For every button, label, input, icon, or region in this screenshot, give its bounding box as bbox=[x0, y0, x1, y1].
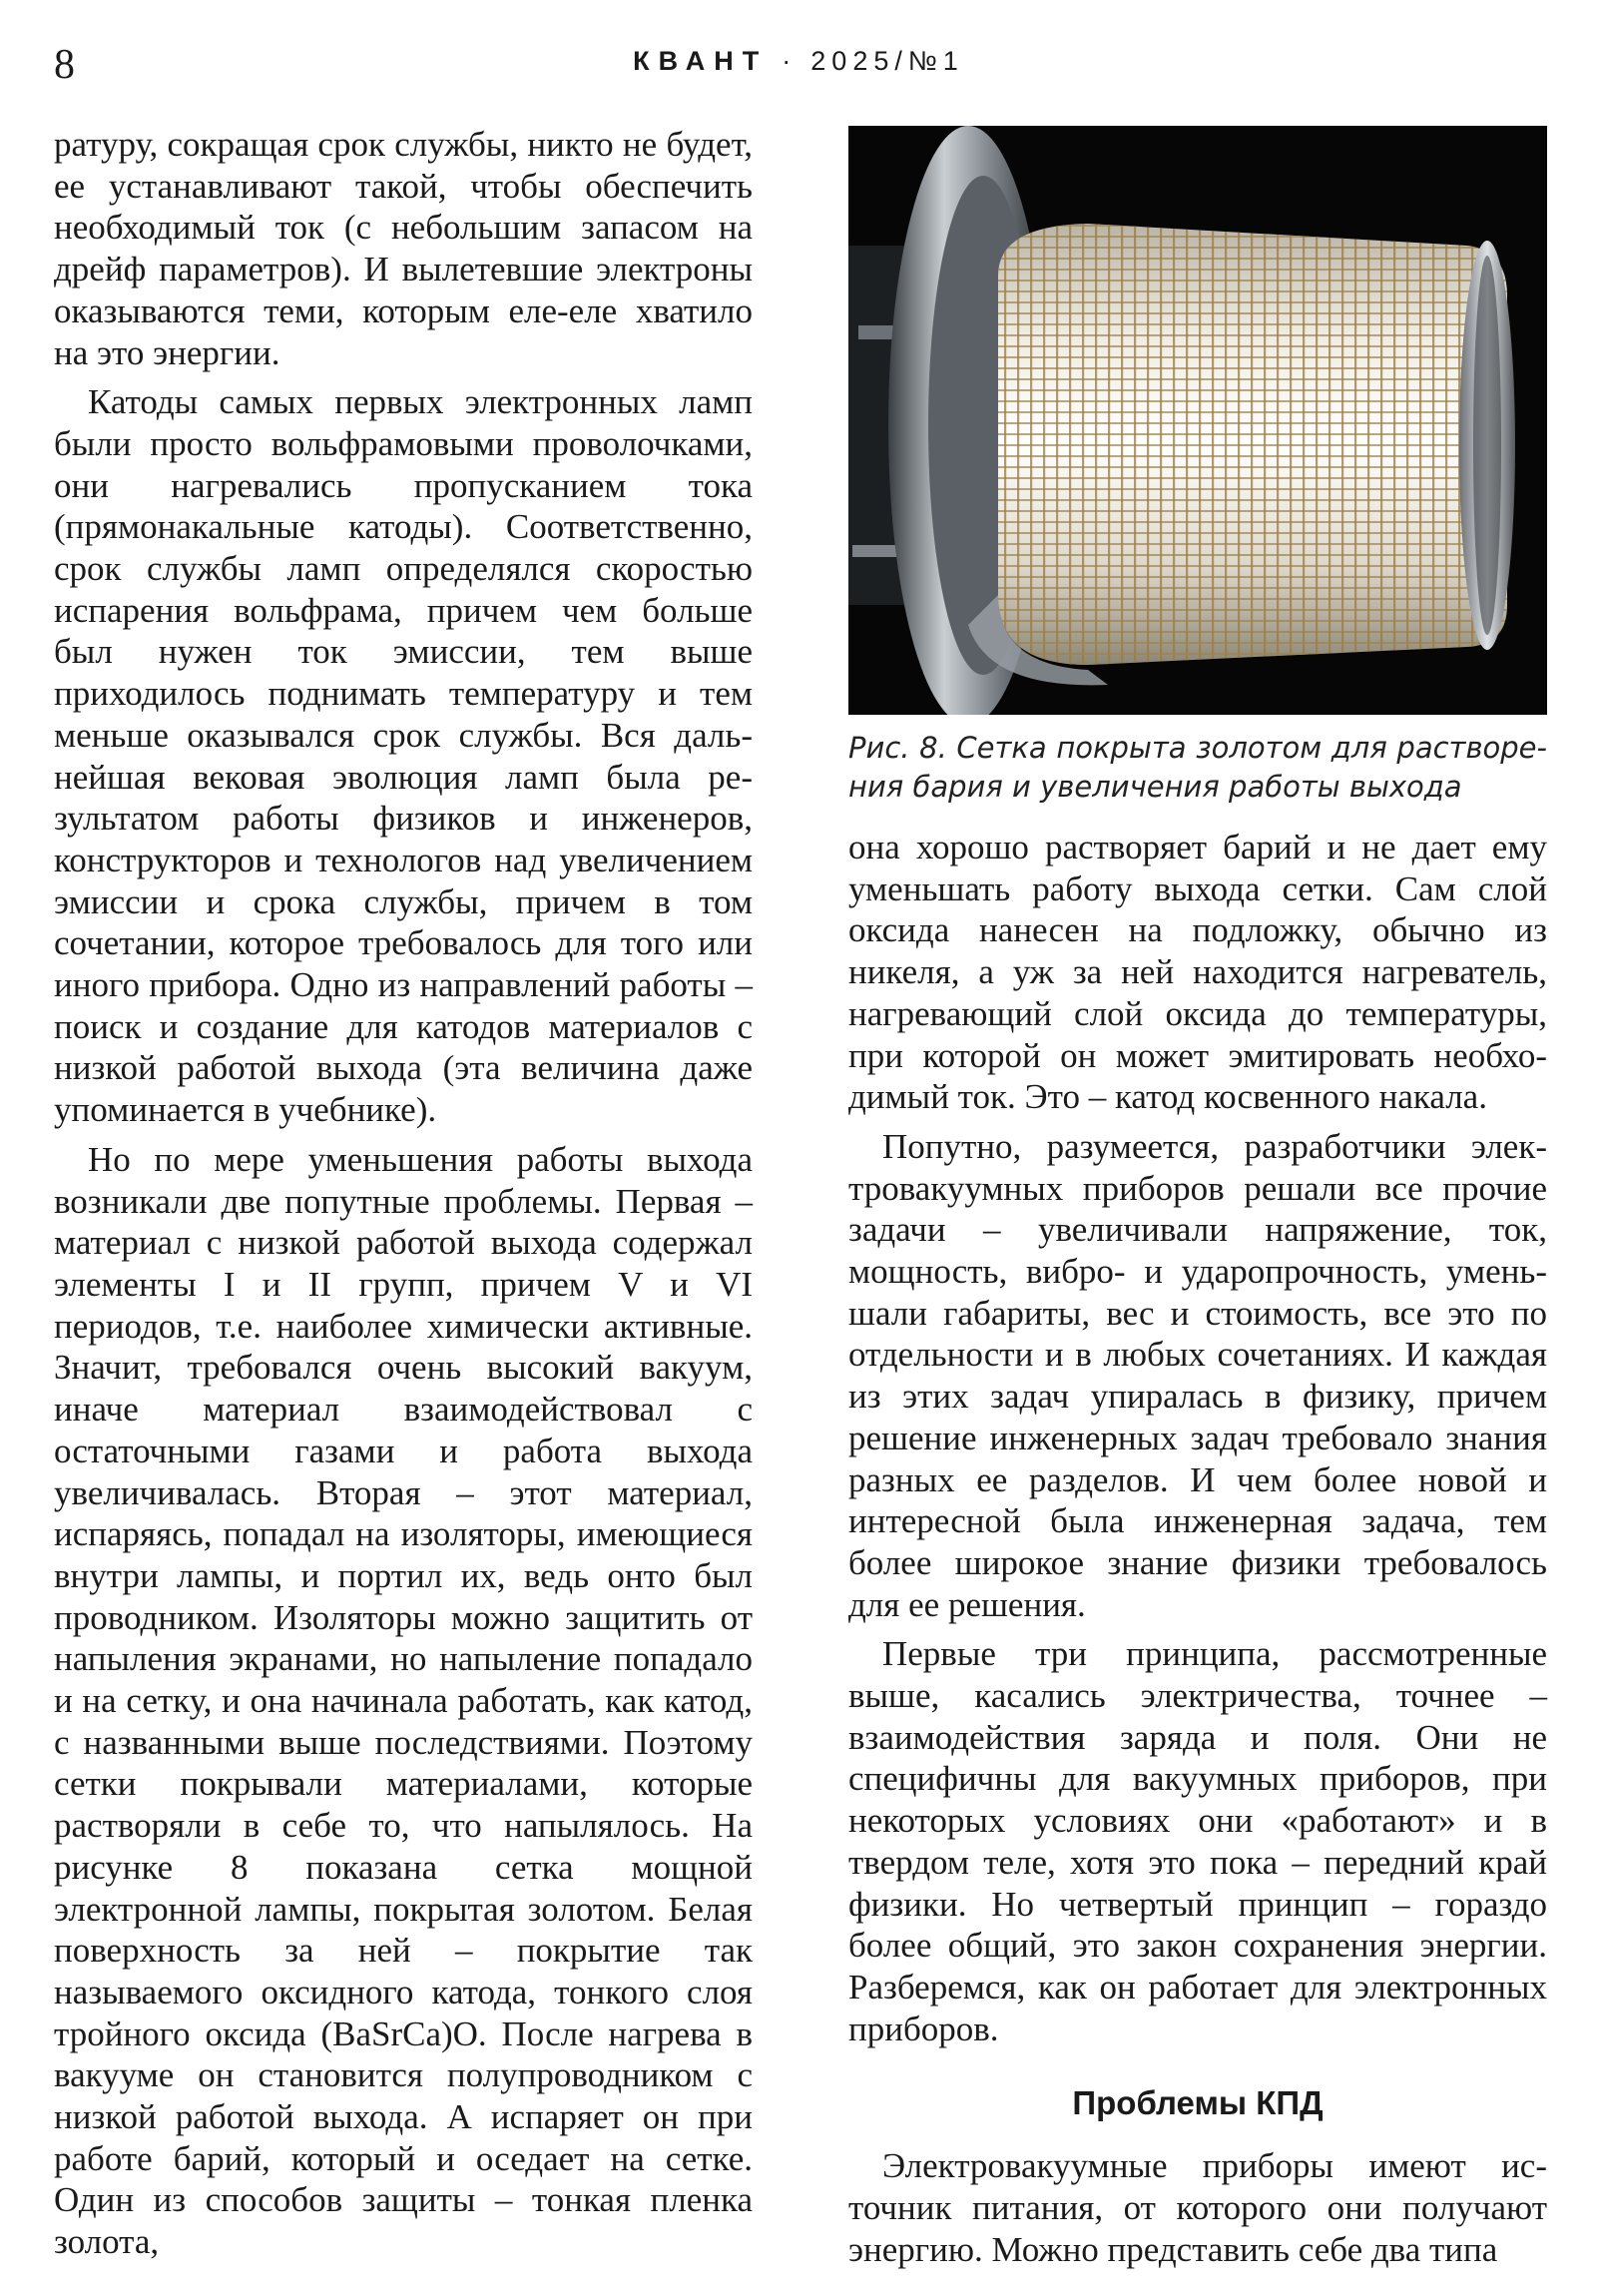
magazine-title: КВАНТ bbox=[633, 46, 769, 76]
paragraph: она хорошо растворяет барий и не дает ему уменьшать работу выхода сетки. Сам слой оксида нанесен на подложку, обычно из никеля, а уж за ней находится нагреватель, нагревающий слой оксида до температуры, при которой он может эмитировать необходимый ток. Это – катод косвенного накала. bbox=[848, 828, 1547, 1117]
header-separator: · bbox=[782, 46, 798, 76]
paragraph: Первые три принципа, рассмотренные выше, касались электричества, точнее – взаимодействия заряда и поля. Они не специфичны для вакуумных приборов, при некоторых условиях они «работают» и в твердом теле, хотя это пока – передний край физики. Но четвертый принцип – гораздо более общий, это закон сохранения энергии. Разберемся, как он работает для электронных приборов. bbox=[848, 1634, 1547, 2048]
right-column bbox=[848, 827, 1547, 2279]
issue-number: 2025/№1 bbox=[810, 46, 964, 76]
page-number: 8 bbox=[54, 42, 75, 88]
paragraph: Катоды самых первых электронных ламп были просто вольфрамовыми проволочками, они нагревались пропусканием тока (прямонакальные катоды). Соответственно, срок службы ламп определялся скоростью испарения вольфрама, причем чем больше был нужен ток эмиссии, тем выше приходилось поднимать температуру и тем меньше оказывался срок службы. Вся дальнейшая вековая эволюция ламп была результатом работы физиков и инженеров, конструкторов и технологов над увеличением эмиссии и срока службы, причем в том сочетании, которое требовалось для того или иного прибора. Одно из направлений работы – поиск и создание для катодов материалов с низкой работой выхода (эта величина даже упоминается в учебнике). bbox=[54, 382, 753, 1130]
running-header bbox=[0, 48, 1597, 75]
left-column bbox=[54, 124, 753, 2271]
figure-caption: Рис. 8. Сетка покрыта золотом для растворения бария и увеличения работы выхода bbox=[848, 731, 1547, 804]
section-heading: Проблемы КПД bbox=[1072, 2084, 1324, 2122]
figure-8 bbox=[848, 126, 1547, 807]
paragraph: Но по мере уменьшения работы выхода возникали две попутные проблемы. Первая – материал с низкой работой выхода содержал элементы I и II групп, причем V и VI периодов, т.е. наиболее химически активные. Значит, требовался очень высокий вакуум, иначе материал взаимодействовал с остаточными газами и работа выхода увеличивалась. Вторая – этот материал, испаряясь, попадал на изоляторы, имеющиеся внутри лампы, и портил их, ведь онто был проводником. Изоляторы можно защитить от напыления экранами, но напыление попадало и на сетку, и она начинала работать, как катод, с названными выше последствиями. Поэтому сетки покрывали материалами, которые растворяли в себе то, что напылялось. На рисунке 8 показана сетка мощной электронной лампы, покрытая золотом. Белая поверхность за ней – покрытие так называемого оксидного катода, тонкого слоя тройного оксида (BaSrCa)O. После нагрева в вакууме он становится полупроводником с низкой работой выхода. А испаряет он при работе барий, который и оседает на сетке. Один из способов защиты – тонкая пленка золота, bbox=[54, 1139, 753, 2262]
paragraph: Электровакуумные приборы имеют источник питания, от которого они получают энергию. Можно представить себе два типа bbox=[848, 2146, 1547, 2269]
vacuum-tube-grid-photo bbox=[848, 126, 1547, 715]
paragraph: Попутно, разумеется, разработчики электровакуумных приборов решали все прочие задачи – увеличивали напряжение, ток, мощность, вибро- и ударопрочность, уменьшали габариты, вес и стоимость, все это по отдельности и в любых сочетаниях. И каждая из этих задач упиралась в физику, причем решение инженерных задач требовало знания разных ее разделов. И чем более новой и интересной была инженерная задача, тем более широкое знание физики требовалось для ее решения. bbox=[848, 1126, 1547, 1624]
paragraph: ратуру, сокращая срок службы, никто не будет, ее устанавливают такой, чтобы обеспечить необходимый ток (с небольшим запасом на дрейф параметров). И вылетевшие электроны оказываются теми, которым еле-еле хватило на это энергии. bbox=[54, 125, 753, 372]
